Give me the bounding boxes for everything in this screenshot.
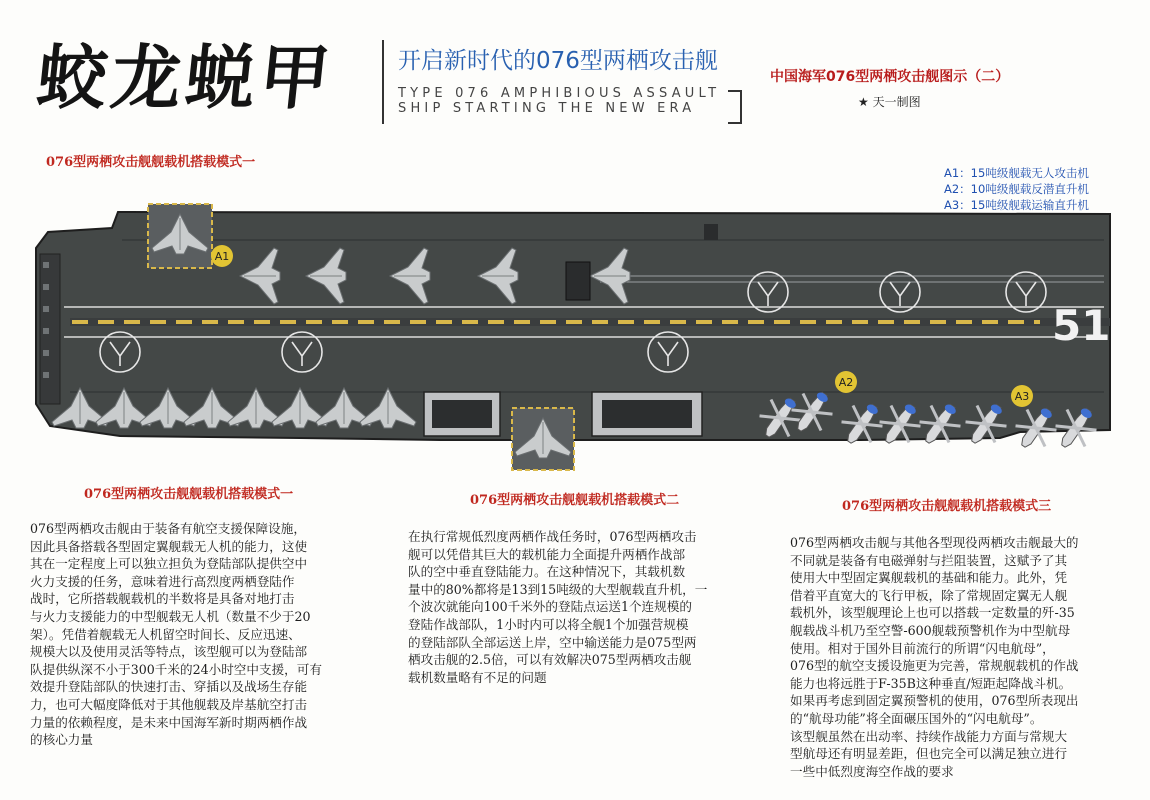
legend-item-a1: A1：15吨级舰载无人攻击机: [944, 166, 1089, 180]
paragraph-line: 能力也将远胜于F-35B这种垂直/短距起降战斗机。: [790, 675, 1072, 691]
section-label-mode1: 076型两栖攻击舰舰载机搭载模式一: [84, 487, 294, 502]
paragraph-line: 队提供纵深不小于300千米的24小时空中支援，可有: [30, 661, 322, 677]
mode3-description: [790, 534, 1128, 780]
calligraphy-title: 蛟龙蜕甲: [33, 36, 338, 119]
paragraph-line: 效提升登陆部队的快速打击、穿插以及战场生存能: [30, 679, 308, 695]
paragraph-line: 076型两栖攻击舰与其他各型现役两栖攻击舰最大的: [790, 535, 1079, 550]
paragraph-line: 战时，它所搭载舰载机的半数将是具备对地打击: [30, 591, 295, 607]
spot-a2-marker: [835, 371, 857, 393]
paragraph-line: 076型的航空支援设施更为完善，常规舰载机的作战: [790, 658, 1079, 674]
paragraph-line: 使用。相对于国外目前流行的所谓“闪电航母”，: [790, 640, 1055, 656]
paragraph-line: 因此具备搭载各型固定翼舰载无人机的能力，这使: [30, 538, 308, 554]
section-label-mode2: 076型两栖攻击舰舰载机搭载模式二: [470, 493, 680, 508]
hull-number: 51: [1052, 301, 1111, 350]
paragraph-line: 的核心力量: [30, 732, 93, 748]
paragraph-line: 火力支援的任务，意味着进行高烈度两栖登陆作: [30, 573, 295, 589]
paragraph-line: 在执行常规低烈度两栖作战任务时，076型两栖攻击: [408, 529, 697, 544]
paragraph-line: 载机外，该型舰理论上也可以搭载一定数量的歼-35: [790, 605, 1075, 621]
spot-a3-label: A3: [1014, 390, 1030, 403]
paragraph-line: 舰可以凭借其巨大的载机能力全面提升两栖作战部: [408, 546, 686, 562]
paragraph-line: 个波次就能向100千米外的登陆点运送1个连规模的: [408, 599, 692, 615]
legend-item-a3: A3：15吨级舰载运输直升机: [944, 198, 1089, 212]
paragraph-line: 架）。凭借着舰载无人机留空时间长、反应迅速、: [30, 626, 301, 642]
spot-a3-marker: [1011, 385, 1033, 407]
paragraph-line: 076型两栖攻击舰由于装备有航空支援保障设施，: [30, 521, 306, 536]
legend-item-a2: A2：10吨级舰载反潜直升机: [944, 182, 1089, 196]
paragraph-line: 登陆作战部队，1小时内可以将全舰1个加强营规模: [408, 616, 689, 632]
paragraph-line: 借着平直宽大的飞行甲板，除了常规固定翼无人舰: [790, 587, 1068, 603]
spot-a1-label: A1: [214, 250, 230, 263]
spot-a1-marker: [211, 245, 233, 267]
paragraph-line: 力，也可大幅度降低对于其他舰载及岸基航空打击: [30, 696, 308, 712]
paragraph-line: 规模大以及使用灵活等特点，该型舰可以为登陆部: [30, 644, 308, 660]
paragraph-line: 其在一定程度上可以独立担负为登陆部队提供空中: [30, 556, 308, 572]
english-title-line1: TYPE 076 AMPHIBIOUS ASSAULT: [398, 86, 721, 101]
english-title-line2: SHIP STARTING THE NEW ERA: [398, 101, 696, 116]
paragraph-line: 如果再考虑到固定翼预警机的使用，076型所表现出: [790, 693, 1079, 709]
diagram-top-label: 076型两栖攻击舰舰载机搭载模式一: [46, 155, 256, 170]
paragraph-line: 不同就是装备有电磁弹射与拦阻装置，这赋予了其: [790, 552, 1068, 568]
paragraph-line: 量中的80%都将是13到15吨级的大型舰载直升机，一: [408, 581, 708, 597]
paragraph-line: 的登陆部队全部运送上岸，空中输送能力是075型两: [408, 634, 697, 650]
paragraph-line: 力量的依赖程度，是未来中国海军新时期两栖作战: [30, 714, 308, 730]
paragraph-line: 一些中低烈度海空作战的要求: [790, 763, 954, 779]
paragraph-line: 使用大中型固定翼舰载机的基础和能力。此外，凭: [790, 570, 1068, 586]
credit-text: ★ 天一制图: [858, 95, 921, 109]
paragraph-line: 与火力支援能力的中型舰载无人机（数量不少于20: [30, 608, 311, 624]
paragraph-line: 队的空中垂直登陆能力。在这种情况下，其载机数: [408, 564, 686, 580]
mode1-description: [30, 520, 366, 749]
paragraph-line: 的“航母功能”将全面碾压国外的“闪电航母”。: [790, 710, 1043, 726]
paragraph-line: 舰载战斗机乃至空警-600舰载预警机作为中型航母: [790, 622, 1071, 638]
paragraph-line: 该型舰虽然在出动率、持续作战能力方面与常规大: [790, 728, 1068, 744]
page-subtitle: 开启新时代的076型两栖攻击舰: [398, 48, 718, 74]
paragraph-line: 栖攻击舰的2.5倍，可以有效解决075型两栖攻击舰: [408, 652, 692, 668]
paragraph-line: 载机数量略有不足的问题: [408, 669, 547, 685]
paragraph-line: 型航母还有明显差距，但也完全可以满足独立进行: [790, 746, 1068, 762]
section-label-mode3: 076型两栖攻击舰舰载机搭载模式三: [842, 499, 1052, 514]
spot-a2-label: A2: [838, 376, 854, 389]
mode2-description: [408, 528, 746, 686]
series-title: 中国海军076型两栖攻击舰图示（二）: [770, 69, 1010, 85]
